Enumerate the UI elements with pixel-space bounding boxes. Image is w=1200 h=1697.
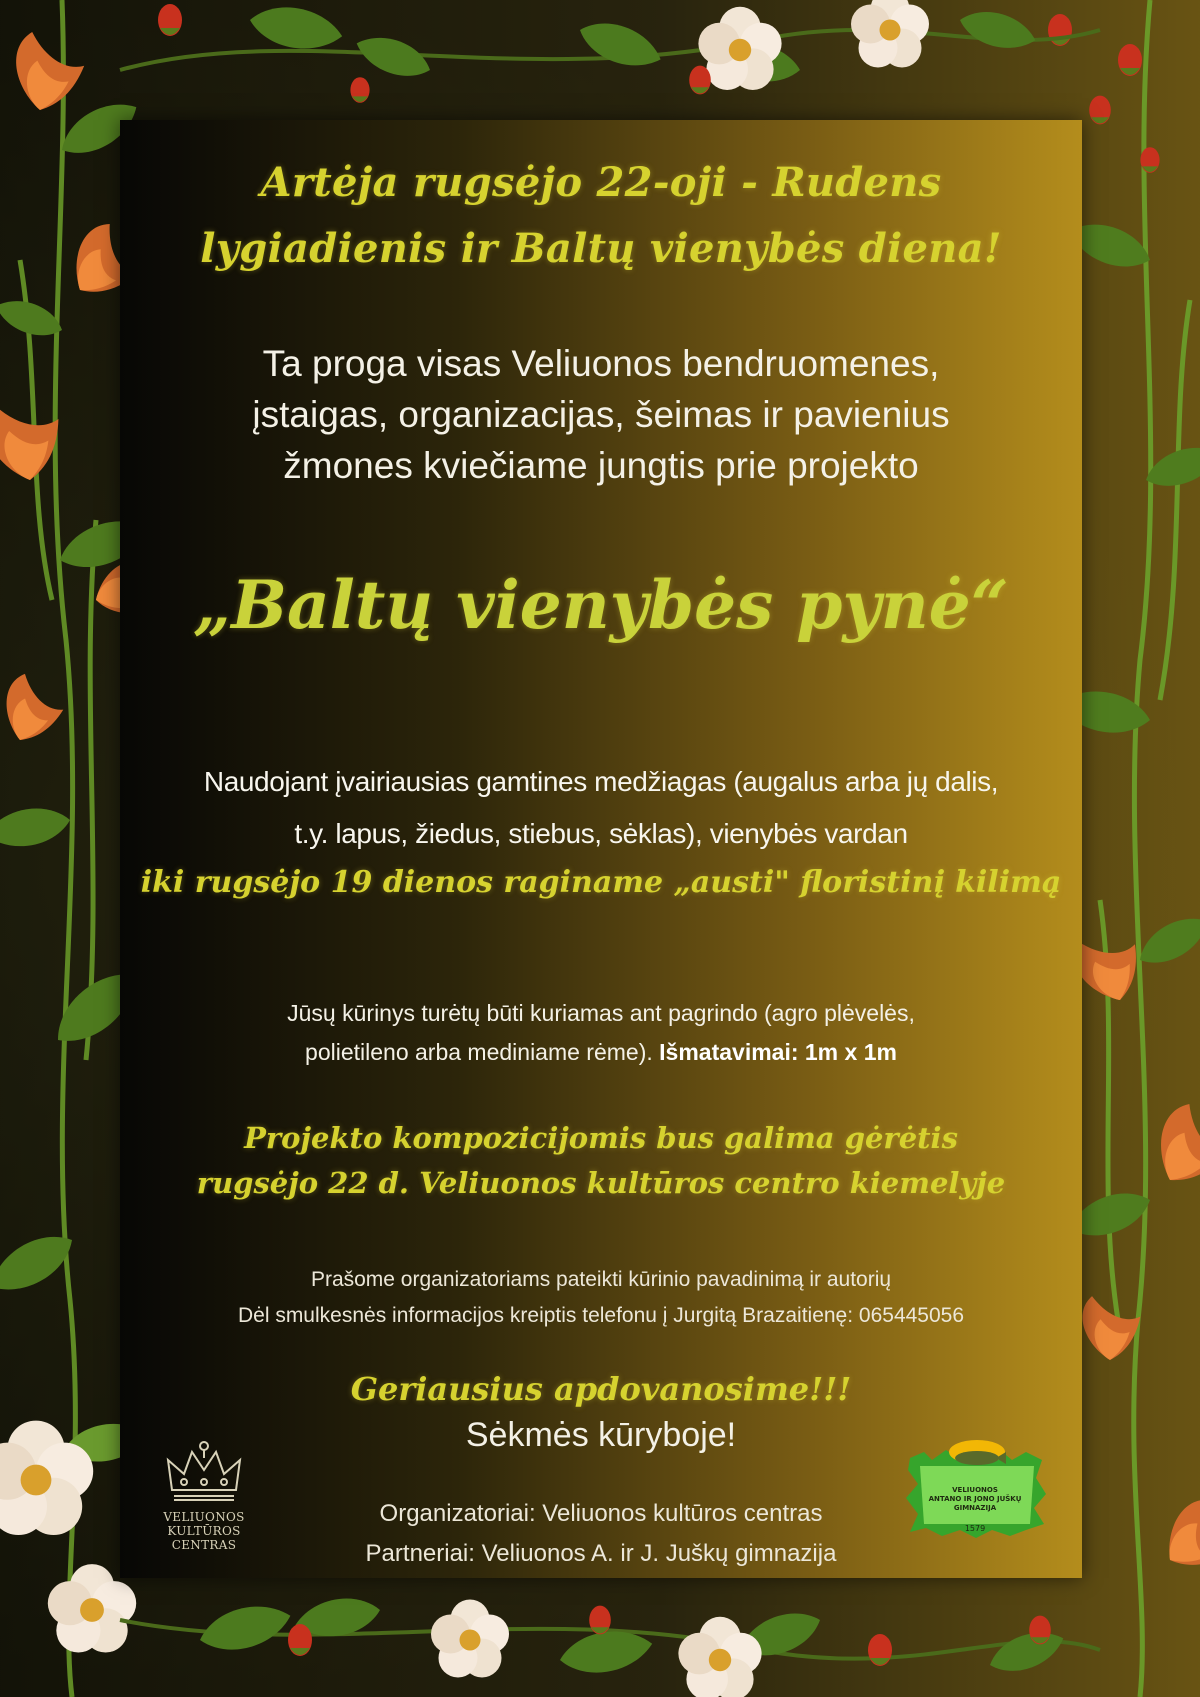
materials-text — [120, 756, 1082, 860]
crown-icon — [162, 1438, 246, 1504]
creation-text — [120, 994, 1082, 1072]
gymnasium-logo — [902, 1438, 1052, 1540]
culture-centre-name-line-2: KULTŪROS — [167, 1524, 241, 1538]
organizers-text: Organizatoriai: Veliuonos kultūros centras — [379, 1500, 823, 1527]
culture-centre-logo — [160, 1438, 248, 1552]
dimensions-text: Išmatavimai: 1m x 1m — [659, 1039, 897, 1065]
contact-line: Dėl smulkesnės informacijos kreiptis telefonu į Jurgitą Brazaitienę: 065445056 — [237, 1304, 965, 1327]
headline-line-1: Artėja rugsėjo 22-oji - Rudens — [260, 159, 942, 206]
intro-line-2: įstaigas, organizacijas, šeimas ir pavienius — [252, 394, 950, 435]
right-orange-flowers — [1065, 917, 1200, 1586]
gymnasium-name — [912, 1486, 1038, 1513]
culture-centre-name-line-1: VELIUONOS — [163, 1510, 245, 1524]
gymnasium-year: 1579 — [964, 1524, 986, 1533]
intro-line-3: žmones kviečiame jungtis prie projekto — [283, 445, 919, 486]
good-luck-text: Sėkmės kūryboje! — [465, 1416, 737, 1454]
award-text: Geriausius apdovanosime!!! — [350, 1370, 852, 1408]
deadline-text: iki rugsėjo 19 dienos raginame „austi" floristinį kilimą — [140, 865, 1062, 900]
bottom-band — [120, 1592, 1100, 1697]
materials-line-1: Naudojant įvairiausias gamtines medžiagas (augalus arba jų dalis, — [203, 766, 999, 797]
exhibit-line-2: rugsėjo 22 d. Veliuonos kultūros centro kiemelyje — [196, 1166, 1006, 1200]
exhibit-text — [120, 1116, 1082, 1206]
request-line-1: Prašome organizatoriams pateikti kūrinio pavadinimą ir autorių — [310, 1268, 892, 1291]
culture-centre-name — [160, 1510, 248, 1552]
top-band — [120, 0, 1100, 103]
gymnasium-name-line-2: ANTANO IR JONO JUŠKŲ — [928, 1495, 1022, 1503]
exhibit-line-1: Projekto kompozicijomis bus galima gėrėtis — [244, 1121, 958, 1155]
intro-line-1: Ta proga visas Veliuonos bendruomenes, — [262, 343, 940, 384]
headline-line-2: lygiadienis ir Baltų vienybės diena! — [200, 225, 1002, 272]
creation-line-1: Jūsų kūrinys turėtų būti kuriamas ant pagrindo (agro plėvelės, — [287, 1000, 915, 1026]
materials-line-2: t.y. lapus, žiedus, stiebus, sėklas), vienybės vardan — [294, 818, 908, 849]
poster-panel — [120, 120, 1082, 1578]
partners-text: Partneriai: Veliuonos A. ir J. Juškų gimnazija — [365, 1540, 837, 1567]
culture-centre-name-line-3: CENTRAS — [171, 1538, 237, 1552]
project-title: „Baltų vienybės pynė“ — [193, 566, 1009, 644]
gymnasium-name-line-3: GIMNAZIJA — [953, 1504, 997, 1512]
creation-line-2: polietileno arba mediniame rėme). — [305, 1039, 653, 1065]
request-text — [120, 1262, 1082, 1334]
headline — [120, 150, 1082, 282]
gymnasium-name-line-1: VELIUONOS — [952, 1486, 998, 1494]
intro-text — [120, 338, 1082, 491]
